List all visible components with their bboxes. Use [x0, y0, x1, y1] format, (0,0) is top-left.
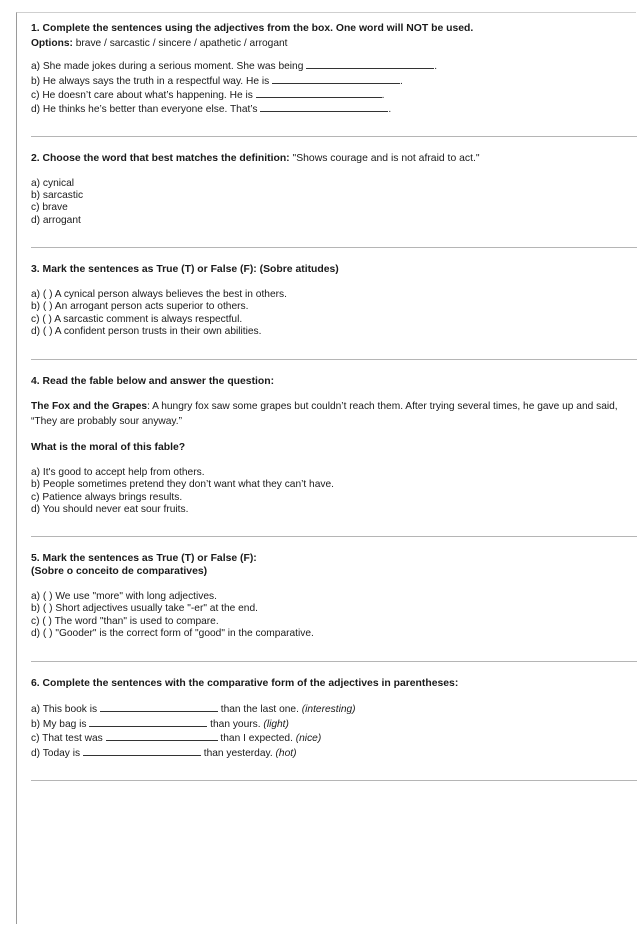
q1-blank-d[interactable]	[260, 102, 388, 112]
q6-blank-a[interactable]	[100, 702, 218, 712]
q6-item-a-hint: (interesting)	[301, 704, 356, 716]
q6-blank-b[interactable]	[89, 717, 207, 727]
q2-definition: "Shows courage and is not afraid to act."	[292, 152, 480, 164]
q1-blank-b[interactable]	[272, 74, 400, 84]
q1-blank-a[interactable]	[306, 59, 434, 69]
q6-blank-c[interactable]	[106, 731, 218, 741]
q6-blank-d[interactable]	[83, 746, 201, 756]
q4-option-b[interactable]: b) People sometimes pretend they don’t want what they can’t have.	[31, 479, 334, 491]
q5-title: 5. Mark the sentences as True (T) or False (F):	[31, 553, 257, 565]
q1-options	[31, 38, 631, 50]
q2-option-c[interactable]: c) brave	[31, 202, 68, 214]
q6-item-d-after: than yesterday.	[203, 747, 273, 759]
q1-blank-c[interactable]	[256, 88, 382, 98]
divider-6	[31, 780, 637, 781]
q1-item-b-text: b) He always says the truth in a respectful way. He is	[31, 75, 270, 87]
q1-item-a-end: .	[434, 61, 438, 73]
q6-item-b-text: b) My bag is	[31, 718, 87, 730]
q1-item-c-end: .	[381, 90, 385, 101]
q6-item-c-hint: (nice)	[295, 733, 322, 745]
q6-item-a	[31, 702, 631, 716]
q6-item-b-after: than yours.	[210, 718, 261, 730]
q4-option-a[interactable]: a) It's good to accept help from others.	[31, 466, 205, 478]
q4-option-c[interactable]: c) Patience always brings results.	[31, 491, 183, 503]
q4-fable	[31, 400, 631, 430]
q1-item-b	[31, 74, 631, 88]
q6-item-b-hint: (light)	[263, 718, 289, 730]
q1-options-label: Options:	[31, 37, 73, 49]
q6-item-d-hint: (hot)	[275, 747, 297, 759]
q1-item-a	[31, 59, 631, 73]
q2-title-bold: 2. Choose the word that best matches the definition:	[31, 152, 290, 164]
q4-option-d[interactable]: d) You should never eat sour fruits.	[31, 504, 189, 515]
q1-item-a-text: a) She made jokes during a serious moment. She was being	[31, 61, 304, 73]
q1-item-d-text: d) He thinks he’s better than everyone else. That’s	[31, 104, 258, 116]
q1-title: 1. Complete the sentences using the adjectives from the box. One word will NOT be used.	[31, 23, 474, 34]
q6-item-c-text: c) That test was	[31, 733, 103, 745]
q6-item-a-after: than the last one.	[220, 704, 299, 716]
q6-title: 6. Complete the sentences with the comparative form of the adjectives in parentheses:	[31, 677, 459, 689]
worksheet-content	[31, 23, 631, 781]
q4-question: What is the moral of this fable?	[31, 442, 186, 453]
q4-fable-title: The Fox and the Grapes	[31, 401, 148, 413]
q6-item-c-after: than I expected.	[220, 733, 293, 745]
q5-subtitle: (Sobre o conceito de comparatives)	[31, 566, 208, 578]
q4-fable-text: : A hungry fox saw some grapes but couldn’t reach them. After trying several times, he gave up and said, “They are probably sour anyway.”	[31, 401, 618, 428]
q2-title	[31, 153, 631, 166]
q5-item-d[interactable]: d) ( ) "Gooder" is the correct form of "good" in the comparative.	[31, 628, 314, 640]
q1-item-c	[31, 88, 631, 102]
q3-item-c[interactable]: c) ( ) A sarcastic comment is always respectful.	[31, 313, 243, 325]
q6-item-b	[31, 717, 631, 731]
q1-options-text: brave / sarcastic / sincere / apathetic / arrogant	[75, 37, 288, 49]
q6-item-d	[31, 746, 631, 760]
q5-item-b[interactable]: b) ( ) Short adjectives usually take "-er" at the end.	[31, 603, 258, 615]
question-4	[31, 376, 631, 517]
q1-item-d	[31, 102, 631, 116]
question-5	[31, 553, 631, 640]
q6-item-c	[31, 731, 631, 745]
worksheet-page	[16, 12, 636, 924]
q6-item-a-text: a) This book is	[31, 704, 98, 716]
q3-title: 3. Mark the sentences as True (T) or False (F): (Sobre atitudes)	[31, 264, 339, 276]
q6-item-d-text: d) Today is	[31, 747, 81, 759]
q4-title: 4. Read the fable below and answer the question:	[31, 375, 275, 387]
q1-item-c-text: c) He doesn’t care about what’s happening. He is	[31, 90, 253, 101]
q3-item-d[interactable]: d) ( ) A confident person trusts in their own abilities.	[31, 326, 262, 338]
q3-item-b[interactable]: b) ( ) An arrogant person acts superior to others.	[31, 301, 249, 313]
question-2	[31, 153, 631, 227]
q2-option-a[interactable]: a) cynical	[31, 177, 75, 189]
q2-option-d[interactable]: d) arrogant	[31, 214, 81, 226]
q3-item-a[interactable]: a) ( ) A cynical person always believes the best in others.	[31, 289, 287, 300]
question-6	[31, 678, 631, 760]
q5-item-a[interactable]: a) ( ) We use "more" with long adjectives.	[31, 590, 217, 602]
question-1	[31, 23, 631, 117]
q1-item-d-end: .	[388, 104, 392, 116]
q1-item-b-end: .	[400, 75, 403, 87]
question-3	[31, 264, 631, 338]
q2-option-b[interactable]: b) sarcastic	[31, 190, 84, 201]
q5-item-c[interactable]: c) ( ) The word "than" is used to compare.	[31, 615, 219, 627]
